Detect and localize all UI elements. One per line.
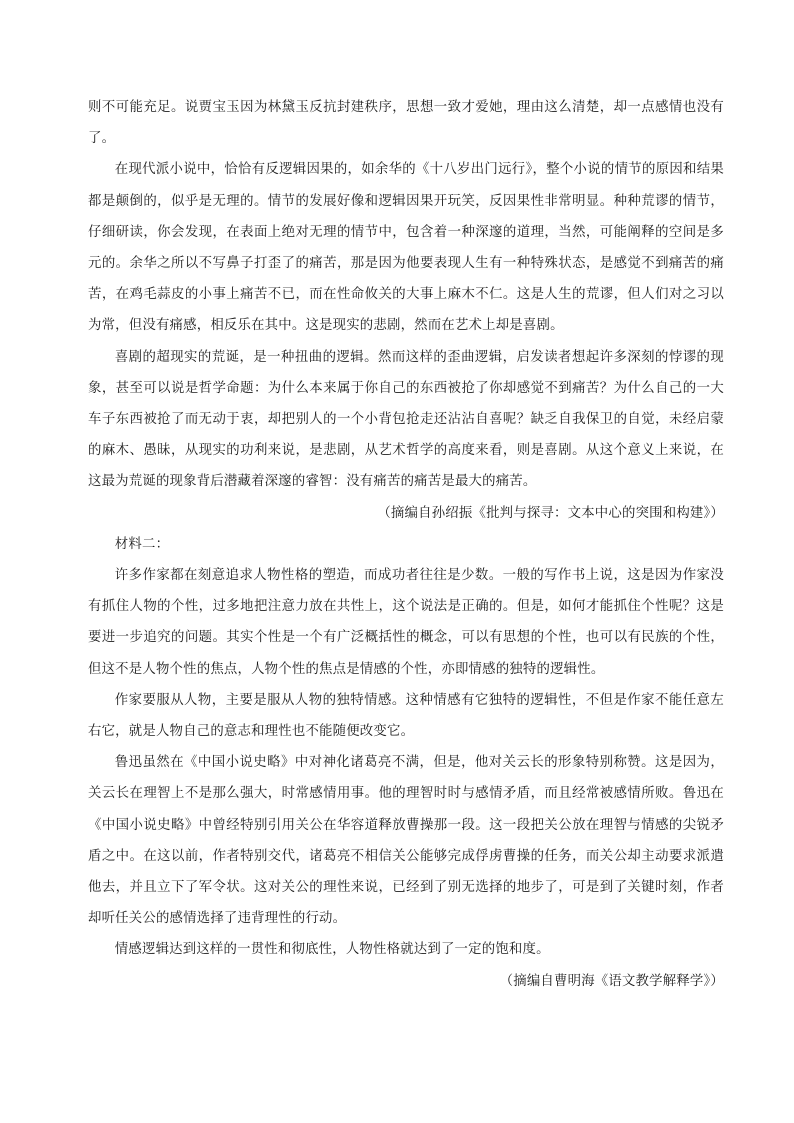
source-citation-1: （摘编自孙绍振《批判与探寻：文本中心的突围和构建》） — [377, 505, 724, 521]
paragraph-comedy-absurd: 喜剧的超现实的荒诞，是一种扭曲的逻辑。然而这样的歪曲逻辑，启发读者想起许多深刻的悖谬的现象，甚至可以说是哲学命题：为什么本来属于你自己的东西被抢了你却感觉不到痛苦？为什么自己的一大车子东西被抢了而无动于衷，却把别人的一个小背包抢走还沾沾自喜呢？缺乏自我保卫的自觉，未经启蒙的麻木、愚昧，从现实的功利来说，是悲剧，从艺术哲学的高度来看，则是喜剧。从这个意义上来说，在这最为荒诞的现象背后潜藏着深邃的睿智：没有痛苦的痛苦是最大的痛苦。 — [88, 349, 724, 490]
paragraph-modernist-novel: 在现代派小说中，恰恰有反逻辑因果的，如余华的《十八岁出门远行》，整个小说的情节的原因和结果都是颠倒的，似乎是无理的。情节的发展好像和逻辑因果开玩笑，反因果性非常明显。种种荒谬的情节，仔细研读，你会发现，在表面上绝对无理的情节中，包含着一种深邃的道理，当然，可能阐释的空间是多元的。余华之所以不写鼻子打歪了的痛苦，那是因为他要表现人生有一种特殊状态，是感觉不到痛苦的痛苦，在鸡毛蒜皮的小事上痛苦不已，而在性命攸关的大事上麻木不仁。这是人生的荒谬，但人们对之习以为常，但没有痛感，相反乐在其中。这是现实的悲剧，然而在艺术上却是喜剧。 — [88, 162, 724, 334]
paragraph-author-obey-character: 作家要服从人物，主要是服从人物的独特情感。这种情感有它独特的逻辑性，不但是作家不能任意左右它，就是人物自己的意志和理性也不能随便改变它。 — [88, 692, 724, 740]
source-citation-2: （摘编自曹明海《语文教学解释学》） — [499, 973, 724, 989]
material-two-label: 材料二： — [114, 536, 170, 552]
paragraph-emotional-logic: 情感逻辑达到这样的一贯性和彻底性，人物性格就达到了一定的饱和度。 — [114, 942, 550, 958]
document-page — [88, 92, 724, 997]
paragraph-continuation: 则不可能充足。说贾宝玉因为林黛玉反抗封建秩序，思想一致才爱她，理由这么清楚，却一点感情也没有了。 — [88, 100, 724, 147]
paragraph-lu-xun-guan-yu: 鲁迅虽然在《中国小说史略》中对神化诸葛亮不满，但是，他对关云长的形象特别称赞。这是因为，关云长在理智上不是那么强大，时常感情用事。他的理智时时与感情矛盾，而且经常被感情所败。鲁迅在《中国小说史略》中曾经特别引用关公在华容道释放曹操那一段。这一段把关公放在理智与情感的尖锐矛盾之中。在这以前，作者特别交代，诸葛亮不相信关公能够完成俘虏曹操的任务，而关公却主动要求派遣他去，并且立下了军令状。这对关公的理性来说，已经到了别无选择的地步了，可是到了关键时刻，作者却听任关公的感情选择了违背理性的行动。 — [88, 755, 724, 927]
paragraph-character-personality: 许多作家都在刻意追求人物性格的塑造，而成功者往往是少数。一般的写作书上说，这是因为作家没有抓住人物的个性，过多地把注意力放在共性上，这个说法是正确的。但是，如何才能抓住个性呢？这是要进一步追究的问题。其实个性是一个有广泛概括性的概念，可以有思想的个性，也可以有民族的个性，但这不是人物个性的焦点，人物个性的焦点是情感的个性，亦即情感的独特的逻辑性。 — [88, 568, 724, 677]
